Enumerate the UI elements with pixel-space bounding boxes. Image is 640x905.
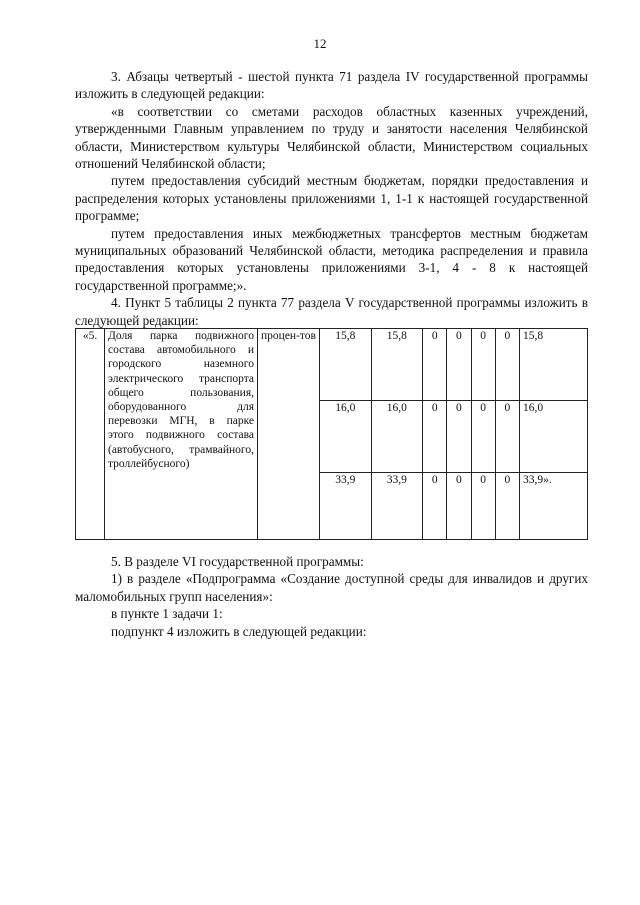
- unit-cell: процен-тов: [258, 329, 320, 540]
- paragraph-task-1: в пункте 1 задачи 1:: [111, 606, 223, 622]
- value-cell: 33,9: [371, 473, 423, 540]
- top-text-block: [75, 68, 588, 329]
- value-cell: 15,8: [320, 329, 372, 401]
- value-cell: 0: [423, 401, 447, 473]
- paragraph-item-3: 3. Абзацы четвертый - шестой пункта 71 раздела IV государственной программы изложить в следующей редакции:: [75, 69, 588, 102]
- page-number: 12: [313, 36, 327, 51]
- indicator-name-cell: Доля парка подвижного состава автомобильного и городского наземного электрического транспорта общего пользования, оборудованного для перевозки МГН, в парке этого подвижного состава (автобусного, трамвайного, троллейбусного): [105, 329, 258, 540]
- value-cell: 0: [495, 473, 519, 540]
- value-cell: 0: [495, 329, 519, 401]
- value-cell: 0: [447, 401, 471, 473]
- value-cell: 0: [471, 401, 495, 473]
- paragraph-item-5: 5. В разделе VI государственной программы:: [111, 554, 364, 569]
- value-cell: 33,9».: [519, 473, 587, 540]
- indicator-table: [75, 328, 588, 540]
- value-cell: 0: [423, 329, 447, 401]
- row-number-cell: «5.: [76, 329, 105, 540]
- bottom-text-block: [75, 553, 588, 640]
- paragraph-estimates: «в соответствии со сметами расходов областных казенных учреждений, утвержденными Главным управлением по труду и занятости населения Челябинской области, Министерством культуры Челябинской области, Министерством социальных отношений Челябинской области;: [75, 103, 588, 172]
- value-cell: 16,0: [519, 401, 587, 473]
- value-cell: 15,8: [371, 329, 423, 401]
- value-cell: 0: [423, 473, 447, 540]
- value-cell: 16,0: [320, 401, 372, 473]
- value-cell: 15,8: [519, 329, 587, 401]
- paragraph-subitem-4: подпункт 4 изложить в следующей редакции:: [111, 623, 367, 639]
- value-cell: 0: [447, 473, 471, 540]
- value-cell: 0: [495, 401, 519, 473]
- value-cell: 0: [447, 329, 471, 401]
- paragraph-item-4: 4. Пункт 5 таблицы 2 пункта 77 раздела V государственной программы изложить в следующей редакции:: [75, 295, 588, 328]
- value-cell: 0: [471, 329, 495, 401]
- value-cell: 33,9: [320, 473, 372, 540]
- paragraph-subsidies: путем предоставления субсидий местным бюджетам, порядки предоставления и распределения которых установлены приложениями 1, 1-1 к настоящей государственной программе;: [75, 173, 588, 224]
- value-cell: 16,0: [371, 401, 423, 473]
- paragraph-transfers: путем предоставления иных межбюджетных трансфертов местным бюджетам муниципальных образований Челябинской области, методика распределения и правила предоставления которых установлены приложениями 3-1, 4 - 8 к настоящей государственной программе;».: [75, 225, 588, 293]
- value-cell: 0: [471, 473, 495, 540]
- paragraph-subprogram: 1) в разделе «Подпрограмма «Создание доступной среды для инвалидов и других маломобильных групп населения»:: [75, 571, 588, 604]
- table-row: [76, 329, 588, 401]
